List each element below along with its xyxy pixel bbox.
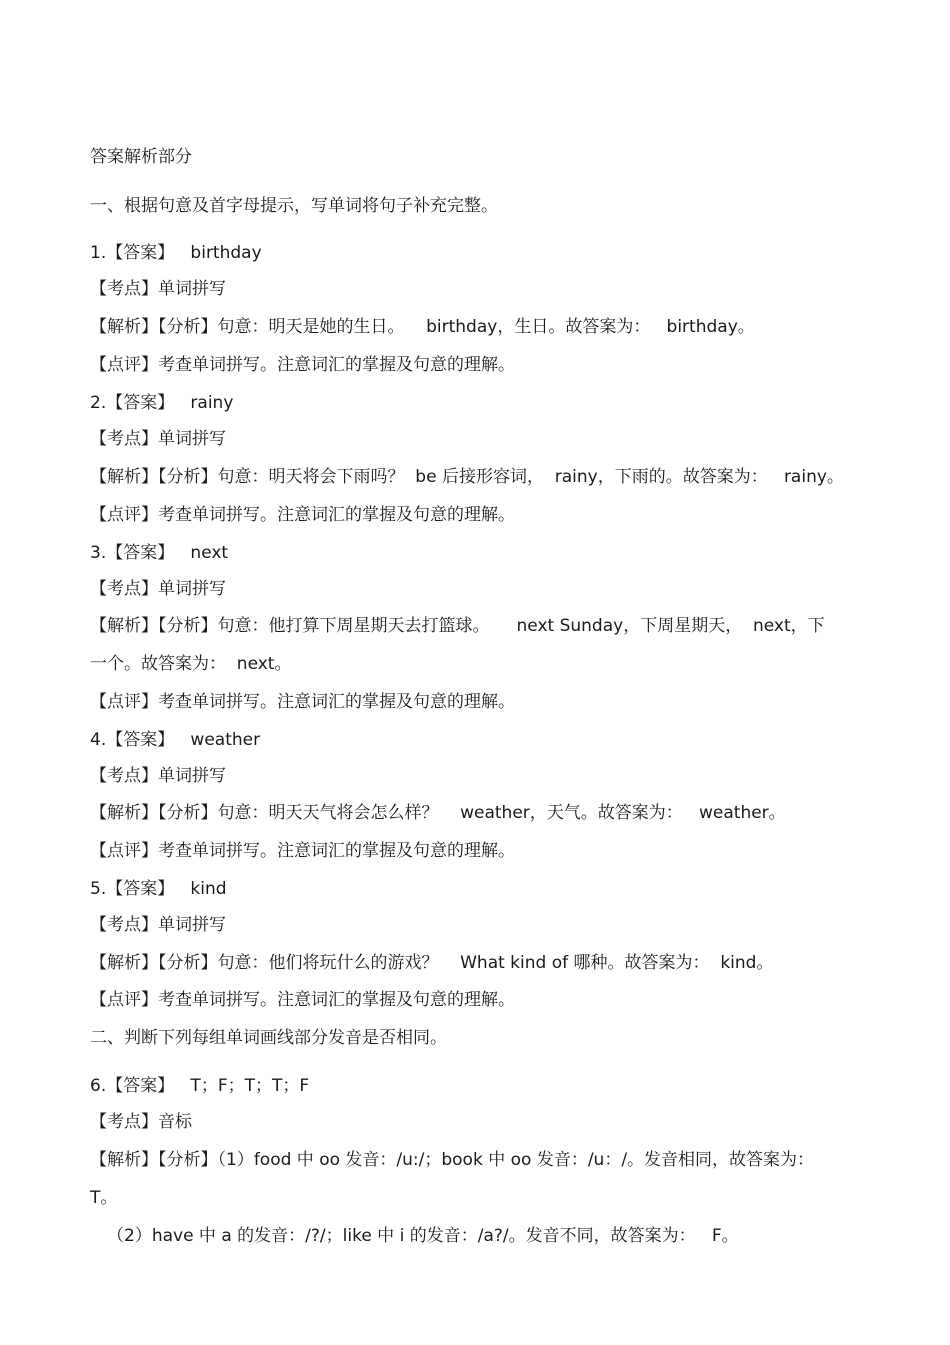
answer-5: 5.【答案】 kind xyxy=(90,879,227,899)
answer-1: 1.【答案】 birthday xyxy=(90,243,262,263)
analysis-4: 【解析】【分析】句意：明天天气将会怎么样？ weather，天气。故答案为： weather。 xyxy=(90,803,786,823)
analysis-6-part-2: （2）have 中 a 的发音：/?/；like 中 i 的发音：/a?/。发音不同，故答案为： F。 xyxy=(107,1226,739,1246)
section-1-heading: 一、根据句意及首字母提示，写单词将句子补充完整。 xyxy=(90,196,498,216)
comment-4: 【点评】考查单词拼写。注意词汇的掌握及句意的理解。 xyxy=(90,841,515,861)
analysis-5: 【解析】【分析】句意：他们将玩什么的游戏？ What kind of 哪种。故答案为： kind。 xyxy=(90,953,774,973)
analysis-3: 【解析】【分析】句意：他打算下周星期天去打篮球。 next Sunday，下周星期天， next，下 xyxy=(90,616,825,636)
comment-2: 【点评】考查单词拼写。注意词汇的掌握及句意的理解。 xyxy=(90,505,515,525)
answer-3: 3.【答案】 next xyxy=(90,543,229,563)
answer-6: 6.【答案】 T；F；T；T；F xyxy=(90,1076,310,1096)
analysis-3-continued: 一个。故答案为： next。 xyxy=(90,654,292,674)
analysis-1: 【解析】【分析】句意：明天是她的生日。 birthday，生日。故答案为： birthday。 xyxy=(90,317,755,337)
page-title: 答案解析部分 xyxy=(90,147,192,167)
analysis-2: 【解析】【分析】句意：明天将会下雨吗？ be 后接形容词， rainy，下雨的。故答案为： rainy。 xyxy=(90,467,844,487)
point-4: 【考点】单词拼写 xyxy=(90,766,226,786)
answer-4: 4.【答案】 weather xyxy=(90,730,261,750)
comment-5: 【点评】考查单词拼写。注意词汇的掌握及句意的理解。 xyxy=(90,990,515,1010)
comment-1: 【点评】考查单词拼写。注意词汇的掌握及句意的理解。 xyxy=(90,355,515,375)
point-6: 【考点】音标 xyxy=(90,1112,192,1132)
point-1: 【考点】单词拼写 xyxy=(90,279,226,299)
comment-3: 【点评】考查单词拼写。注意词汇的掌握及句意的理解。 xyxy=(90,692,515,712)
point-5: 【考点】单词拼写 xyxy=(90,915,226,935)
analysis-6: 【解析】【分析】（1）food 中 oo 发音：/u:/；book 中 oo 发音：/u：/。发音相同，故答案为： xyxy=(90,1150,815,1170)
answer-2: 2.【答案】 rainy xyxy=(90,393,234,413)
section-2-heading: 二、判断下列每组单词画线部分发音是否相同。 xyxy=(90,1028,447,1048)
point-2: 【考点】单词拼写 xyxy=(90,429,226,449)
point-3: 【考点】单词拼写 xyxy=(90,579,226,599)
analysis-6-continued: T。 xyxy=(90,1188,118,1208)
